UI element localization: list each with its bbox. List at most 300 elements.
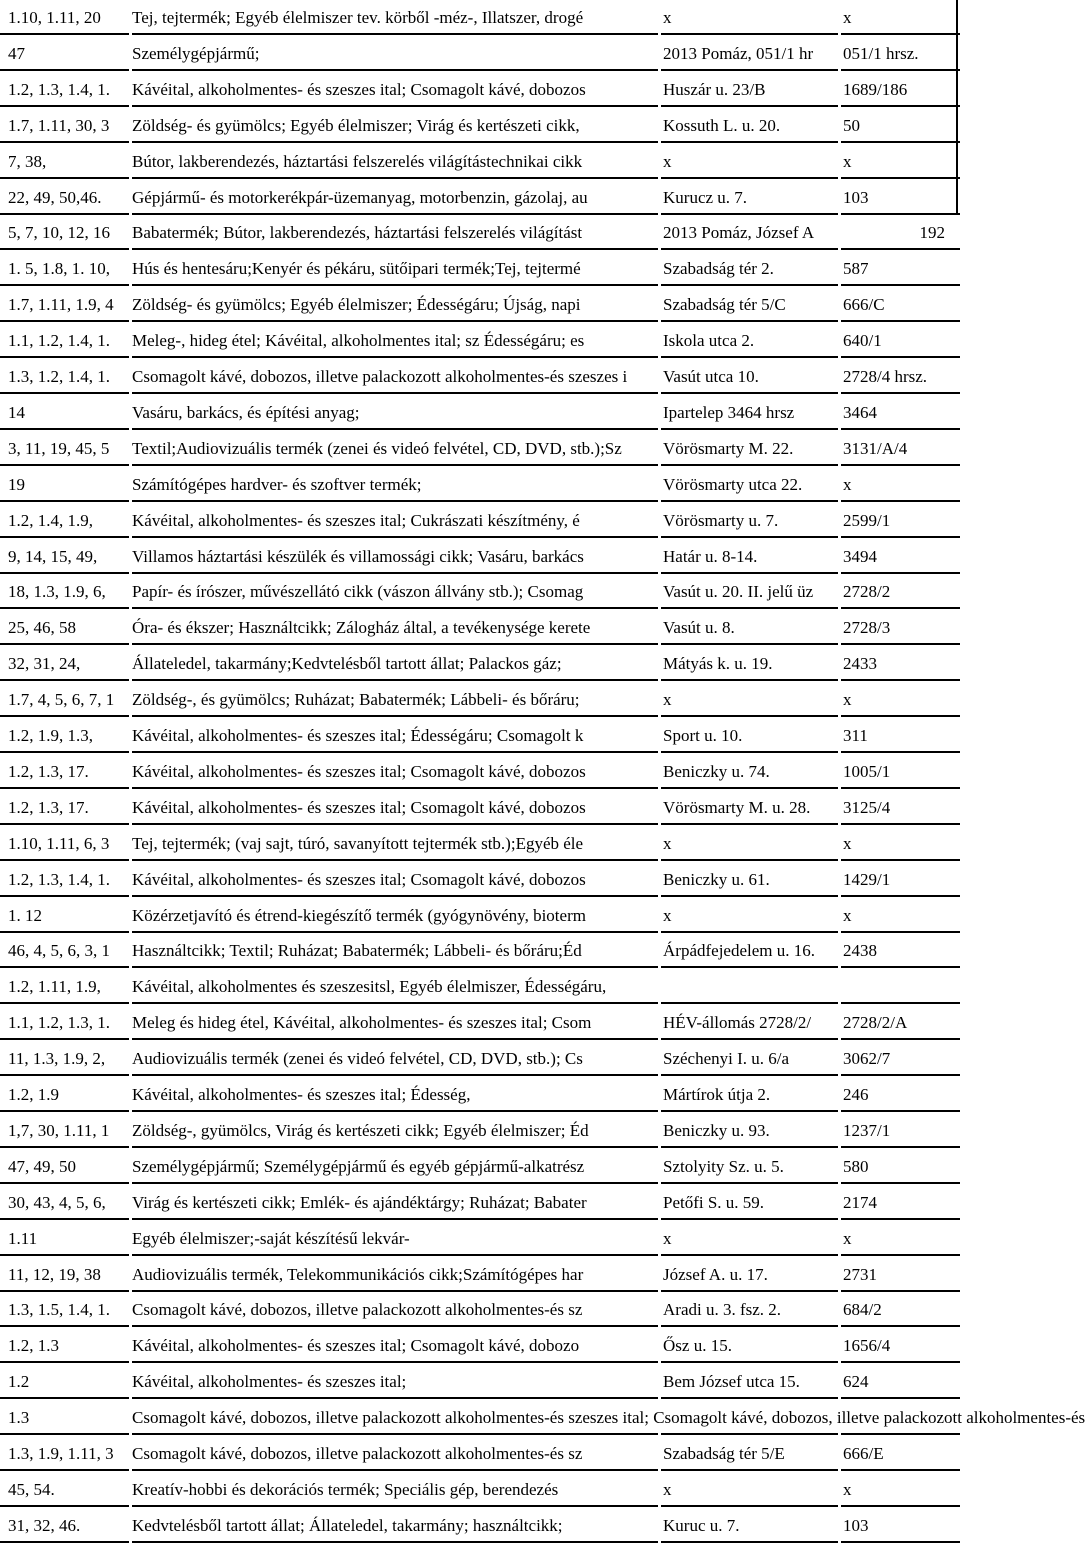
address-cell: Iskola utca 2.	[663, 331, 755, 350]
grid-gap	[658, 895, 661, 897]
products-cell: Zöldség-, gyümölcs, Virág és kertészeti cikk; Egyéb élelmiszer; Éd	[132, 1121, 589, 1140]
products-cell: Számítógépes hardver- és szoftver termék;	[132, 475, 422, 494]
parcel-cell: 2174	[843, 1193, 877, 1212]
address-cell: x	[663, 906, 672, 925]
address-cell: 2013 Pomáz, 051/1 hr	[663, 44, 814, 63]
grid-gap	[129, 966, 132, 968]
address-cell: Kuruc u. 7.	[663, 1516, 740, 1535]
grid-gap	[838, 428, 841, 430]
grid-gap	[838, 1469, 841, 1471]
products-cell: Bútor, lakberendezés, háztartási felszerelés világítástechnikai cikk	[132, 152, 583, 171]
grid-gap	[658, 1397, 661, 1399]
grid-gap	[838, 751, 841, 753]
parcel-cell: 2728/2/A	[843, 1013, 908, 1032]
codes-cell: 1.2, 1.3, 17.	[8, 798, 89, 817]
grid-gap	[129, 787, 132, 789]
table-row	[0, 431, 960, 466]
grid-gap	[129, 284, 132, 286]
grid-gap	[658, 320, 661, 322]
products-cell: Tej, tejtermék; (vaj sajt, túró, savanyított tejtermék stb.);Egyéb éle	[132, 834, 584, 853]
grid-gap	[129, 1146, 132, 1148]
grid-gap	[838, 1074, 841, 1076]
codes-cell: 14	[8, 403, 25, 422]
grid-gap	[658, 751, 661, 753]
table-row	[0, 1292, 960, 1327]
address-cell: x	[663, 1229, 672, 1248]
address-cell: x	[663, 1480, 672, 1499]
codes-cell: 47, 49, 50	[8, 1157, 76, 1176]
grid-gap	[658, 1110, 661, 1112]
table-row	[0, 1005, 960, 1040]
address-cell: Bem József utca 15.	[663, 1372, 800, 1391]
codes-cell: 46, 4, 5, 6, 3, 1	[8, 941, 110, 960]
parcel-cell	[843, 1400, 953, 1433]
codes-cell: 1. 12	[8, 906, 42, 925]
parcel-cell: 50	[843, 116, 860, 135]
grid-gap	[129, 643, 132, 645]
parcel-cell: 666/C	[843, 295, 885, 314]
grid-gap	[129, 500, 132, 502]
products-cell: Kávéital, alkoholmentes- és szeszes ital; Cukrászati készítmény, é	[132, 511, 580, 530]
grid-gap	[838, 787, 841, 789]
table-row	[0, 1185, 960, 1220]
table-row	[0, 969, 960, 1004]
grid-gap	[129, 392, 132, 394]
grid-gap	[129, 105, 132, 107]
grid-gap	[129, 1218, 132, 1220]
codes-cell: 22, 49, 50,46.	[8, 188, 102, 207]
grid-gap	[658, 1505, 661, 1507]
products-cell: Audiovizuális termék (zenei és videó felvétel, CD, DVD, stb.); Cs	[132, 1049, 583, 1068]
products-cell: Személygépjármű;	[132, 44, 260, 63]
codes-cell: 1.7, 1.11, 1.9, 4	[8, 295, 114, 314]
parcel-cell: 192	[919, 223, 945, 242]
grid-gap	[129, 177, 132, 179]
parcel-cell: 051/1 hrsz.	[843, 44, 919, 63]
products-cell: Zöldség- és gyümölcs; Egyéb élelmiszer; Virág és kertészeti cikk,	[132, 116, 580, 135]
grid-gap	[658, 1038, 661, 1040]
table-row	[0, 682, 960, 717]
grid-gap	[658, 966, 661, 968]
products-cell: Csomagolt kávé, dobozos, illetve palackozott alkoholmentes-és sz	[132, 1300, 583, 1319]
products-cell: Zöldség- és gyümölcs; Egyéb élelmiszer; Édességáru; Újság, napi	[132, 295, 581, 314]
codes-cell: 9, 14, 15, 49,	[8, 547, 98, 566]
grid-gap	[658, 69, 661, 71]
parcel-cell: 624	[843, 1372, 869, 1391]
products-cell: Gépjármű- és motorkerékpár-üzemanyag, motorbenzin, gázolaj, au	[132, 188, 588, 207]
parcel-cell: x	[843, 1229, 852, 1248]
grid-gap	[838, 1218, 841, 1220]
address-cell: Szabadság tér 5/E	[663, 1444, 785, 1463]
codes-cell: 1.3, 1.2, 1.4, 1.	[8, 367, 110, 386]
grid-gap	[658, 177, 661, 179]
address-cell: Vörösmarty utca 22.	[663, 475, 803, 494]
grid-gap	[658, 823, 661, 825]
codes-cell: 19	[8, 475, 25, 494]
grid-gap	[658, 1146, 661, 1148]
grid-gap	[838, 1002, 841, 1004]
address-cell: Mártírok útja 2.	[663, 1085, 771, 1104]
table-row	[0, 287, 960, 322]
grid-gap	[838, 966, 841, 968]
address-cell: Mátyás k. u. 19.	[663, 654, 773, 673]
products-cell: Hús és hentesáru;Kenyér és pékáru, sütőipari termék;Tej, tejtermé	[132, 259, 581, 278]
address-cell: Beniczky u. 93.	[663, 1121, 770, 1140]
table-row	[0, 1041, 960, 1076]
grid-gap	[658, 248, 661, 250]
parcel-cell: 666/E	[843, 1444, 884, 1463]
grid-gap	[129, 33, 132, 35]
table-row	[0, 215, 960, 250]
products-cell: Személygépjármű; Személygépjármű és egyéb gépjármű-alkatrész	[132, 1157, 585, 1176]
grid-gap	[838, 536, 841, 538]
table-row	[0, 1077, 960, 1112]
grid-gap	[658, 1361, 661, 1363]
grid-gap	[658, 1325, 661, 1327]
address-cell: Kurucz u. 7.	[663, 188, 748, 207]
parcel-cell: 2433	[843, 654, 877, 673]
table-row	[0, 251, 960, 286]
address-cell: Vörösmarty M. u. 28.	[663, 798, 811, 817]
address-cell: x	[663, 152, 672, 171]
parcel-cell: x	[843, 690, 852, 709]
address-cell: Szabadság tér 5/C	[663, 295, 786, 314]
codes-cell: 31, 32, 46.	[8, 1516, 81, 1535]
table-row	[0, 898, 960, 933]
grid-gap	[658, 1218, 661, 1220]
grid-gap	[129, 1038, 132, 1040]
address-cell	[663, 969, 838, 1002]
grid-gap	[658, 859, 661, 861]
address-cell: Vörösmarty u. 7.	[663, 511, 779, 530]
table-row	[0, 1149, 960, 1184]
products-cell: Textil;Audiovizuális termék (zenei és videó felvétel, CD, DVD, stb.);Sz	[132, 439, 622, 458]
parcel-cell: 684/2	[843, 1300, 882, 1319]
grid-gap	[129, 607, 132, 609]
codes-cell: 45, 54.	[8, 1480, 55, 1499]
products-cell: Tej, tejtermék; Egyéb élelmiszer tev. körből -méz-, Illatszer, drogé	[132, 8, 584, 27]
products-cell: Óra- és ékszer; Használtcikk; Zálogház által, a tevékenysége kerete	[132, 618, 591, 637]
table-row	[0, 826, 960, 861]
codes-cell: 1.3	[8, 1408, 30, 1427]
parcel-cell: 3464	[843, 403, 877, 422]
grid-gap	[129, 823, 132, 825]
grid-gap	[129, 1433, 132, 1435]
parcel-cell: 2731	[843, 1265, 877, 1284]
products-cell: Zöldség-, és gyümölcs; Ruházat; Babatermék; Lábbeli- és bőráru;	[132, 690, 580, 709]
products-cell: Kreatív-hobbi és dekorációs termék; Speciális gép, berendezés	[132, 1480, 559, 1499]
grid-gap	[838, 1541, 841, 1543]
table-row	[0, 1436, 960, 1471]
grid-gap	[658, 715, 661, 717]
grid-gap	[838, 1505, 841, 1507]
grid-gap	[129, 1541, 132, 1543]
grid-gap	[129, 141, 132, 143]
grid-gap	[129, 1325, 132, 1327]
parcel-cell: 580	[843, 1157, 869, 1176]
address-cell: Sztolyity Sz. u. 5.	[663, 1157, 784, 1176]
grid-gap	[129, 1361, 132, 1363]
grid-gap	[129, 1110, 132, 1112]
grid-gap	[838, 33, 841, 35]
grid-gap	[838, 679, 841, 681]
address-cell: Kossuth L. u. 20.	[663, 116, 781, 135]
grid-gap	[129, 1469, 132, 1471]
grid-gap	[658, 536, 661, 538]
address-cell: Ipartelep 3464 hrsz	[663, 403, 795, 422]
parcel-cell: 3131/A/4	[843, 439, 908, 458]
address-cell: József A. u. 17.	[663, 1265, 768, 1284]
grid-gap	[658, 679, 661, 681]
grid-gap	[658, 1074, 661, 1076]
parcel-cell: 640/1	[843, 331, 882, 350]
parcel-cell: 103	[843, 1516, 869, 1535]
address-cell: Beniczky u. 74.	[663, 762, 770, 781]
grid-gap	[658, 1541, 661, 1543]
products-cell: Csomagolt kávé, dobozos, illetve palackozott alkoholmentes-és sz	[132, 1444, 583, 1463]
table-row	[0, 144, 960, 179]
grid-gap	[129, 715, 132, 717]
address-cell: x	[663, 690, 672, 709]
grid-gap	[658, 392, 661, 394]
grid-gap	[838, 1433, 841, 1435]
products-cell: Virág és kertészeti cikk; Emlék- és ajándéktárgy; Ruházat; Babater	[132, 1193, 587, 1212]
grid-gap	[838, 643, 841, 645]
codes-cell: 1.1, 1.2, 1.3, 1.	[8, 1013, 110, 1032]
grid-gap	[658, 1002, 661, 1004]
grid-gap	[658, 787, 661, 789]
address-cell: x	[663, 834, 672, 853]
parcel-cell: x	[843, 8, 852, 27]
table-row	[0, 574, 960, 609]
products-cell: Kávéital, alkoholmentes- és szeszes ital; Csomagolt kávé, dobozo	[132, 1336, 580, 1355]
grid-gap	[658, 33, 661, 35]
address-cell: Határ u. 8-14.	[663, 547, 758, 566]
grid-gap	[129, 1505, 132, 1507]
products-cell: Állateledel, takarmány;Kedvtelésből tartott állat; Palackos gáz;	[132, 654, 562, 673]
grid-gap	[838, 320, 841, 322]
table-row	[0, 718, 960, 753]
address-cell: Ősz u. 15.	[663, 1336, 732, 1355]
codes-cell: 1.2, 1.3, 17.	[8, 762, 89, 781]
table-row	[0, 610, 960, 645]
parcel-cell: 3062/7	[843, 1049, 891, 1068]
codes-cell: 32, 31, 24,	[8, 654, 81, 673]
codes-cell: 30, 43, 4, 5, 6,	[8, 1193, 106, 1212]
grid-gap	[129, 428, 132, 430]
grid-gap	[838, 1110, 841, 1112]
parcel-cell: 2599/1	[843, 511, 891, 530]
codes-cell: 1.2, 1.9	[8, 1085, 59, 1104]
products-cell: Kávéital, alkoholmentes- és szeszes ital; Csomagolt kávé, dobozos	[132, 80, 586, 99]
codes-cell: 11, 1.3, 1.9, 2,	[8, 1049, 106, 1068]
codes-cell: 1.2, 1.4, 1.9,	[8, 511, 93, 530]
grid-gap	[838, 607, 841, 609]
codes-cell: 25, 46, 58	[8, 618, 76, 637]
parcel-cell: x	[843, 906, 852, 925]
parcel-cell: 2728/3	[843, 618, 891, 637]
codes-cell: 1.2, 1.3, 1.4, 1.	[8, 870, 110, 889]
products-cell: Kávéital, alkoholmentes- és szeszes ital; Édességáru; Csomagolt k	[132, 726, 584, 745]
address-cell: 2013 Pomáz, József A	[663, 223, 815, 242]
grid-gap	[838, 823, 841, 825]
grid-gap	[658, 464, 661, 466]
address-cell: Vörösmarty M. 22.	[663, 439, 794, 458]
table-row	[0, 323, 960, 358]
grid-gap	[129, 1182, 132, 1184]
codes-cell: 7, 38,	[8, 152, 47, 171]
table-row	[0, 646, 960, 681]
grid-gap	[658, 643, 661, 645]
grid-gap	[658, 141, 661, 143]
table-row	[0, 790, 960, 825]
products-cell: Kávéital, alkoholmentes- és szeszes ital; Csomagolt kávé, dobozos	[132, 798, 586, 817]
parcel-cell: 103	[843, 188, 869, 207]
codes-cell: 1.2, 1.11, 1.9,	[8, 977, 101, 996]
table-row	[0, 1364, 960, 1399]
products-cell: Meleg-, hideg étel; Kávéital, alkoholmentes ital; sz Édességáru; es	[132, 331, 585, 350]
grid-gap	[838, 141, 841, 143]
grid-gap	[838, 248, 841, 250]
products-cell: Vasáru, barkács, és építési anyag;	[132, 403, 360, 422]
parcel-cell: 2438	[843, 941, 877, 960]
address-cell	[663, 1400, 838, 1433]
products-cell: Közérzetjavító és étrend-kiegészítő termék (gyógynövény, bioterm	[132, 906, 586, 925]
grid-gap	[838, 1038, 841, 1040]
table-row	[0, 503, 960, 538]
codes-cell: 5, 7, 10, 12, 16	[8, 223, 110, 242]
table-row	[0, 1328, 960, 1363]
grid-gap	[129, 356, 132, 358]
address-cell: Vasút u. 20. II. jelű üz	[663, 582, 814, 601]
products-cell: Kávéital, alkoholmentes- és szeszes ital; Csomagolt kávé, dobozos	[132, 762, 586, 781]
parcel-cell: 1429/1	[843, 870, 891, 889]
grid-gap	[838, 500, 841, 502]
address-cell: Petőfi S. u. 59.	[663, 1193, 765, 1212]
parcel-cell: x	[843, 1480, 852, 1499]
parcel-cell: 1689/186	[843, 80, 908, 99]
table-row	[0, 180, 960, 215]
products-cell: Csomagolt kávé, dobozos, illetve palackozott alkoholmentes-és szeszes ital; Csomagolt kávé, dobozos, illetve palackozott alkoholmentes-és	[132, 1408, 1085, 1427]
grid-gap	[129, 895, 132, 897]
parcel-cell: x	[843, 475, 852, 494]
products-cell: Audiovizuális termék, Telekommunikációs cikk;Számítógépes har	[132, 1265, 584, 1284]
table-row	[0, 754, 960, 789]
parcel-cell: x	[843, 834, 852, 853]
table-row	[0, 1113, 960, 1148]
codes-cell: 47	[8, 44, 25, 63]
grid-gap	[838, 1397, 841, 1399]
address-cell: Sport u. 10.	[663, 726, 743, 745]
table-row	[0, 1472, 960, 1507]
parcel-cell: 1005/1	[843, 762, 891, 781]
grid-gap	[838, 1182, 841, 1184]
grid-gap	[838, 392, 841, 394]
grid-gap	[658, 428, 661, 430]
address-cell: Aradi u. 3. fsz. 2.	[663, 1300, 782, 1319]
grid-gap	[838, 715, 841, 717]
grid-gap	[838, 1325, 841, 1327]
table-row	[0, 36, 960, 71]
parcel-cell: 2728/2	[843, 582, 891, 601]
grid-gap	[838, 1361, 841, 1363]
parcel-cell: 3494	[843, 547, 877, 566]
grid-gap	[129, 1397, 132, 1399]
grid-gap	[129, 248, 132, 250]
table-row	[0, 0, 960, 35]
grid-gap	[838, 1254, 841, 1256]
products-cell: Kedvtelésből tartott állat; Állateledel, takarmány; használtcikk;	[132, 1516, 563, 1535]
codes-cell: 1.3, 1.9, 1.11, 3	[8, 1444, 114, 1463]
codes-cell: 3, 11, 19, 45, 5	[8, 439, 110, 458]
grid-gap	[129, 464, 132, 466]
codes-cell: 1.2, 1.3	[8, 1336, 59, 1355]
products-cell: Egyéb élelmiszer;-saját készítésű lekvár-	[132, 1229, 410, 1248]
address-cell: Árpádfejedelem u. 16.	[663, 941, 815, 960]
table-row	[0, 933, 960, 968]
products-cell: Kávéital, alkoholmentes és szeszesitsl, Egyéb élelmiszer, Édességáru,	[132, 977, 607, 996]
address-cell: Vasút u. 8.	[663, 618, 735, 637]
grid-gap	[658, 105, 661, 107]
codes-cell: 11, 12, 19, 38	[8, 1265, 101, 1284]
codes-cell: 1.7, 4, 5, 6, 7, 1	[8, 690, 115, 709]
table-row	[0, 539, 960, 574]
table-row	[0, 395, 960, 430]
grid-gap	[658, 1182, 661, 1184]
parcel-cell: x	[843, 152, 852, 171]
parcel-cell	[843, 969, 953, 1002]
products-cell: Babatermék; Bútor, lakberendezés, háztartási felszerelés világítást	[132, 223, 583, 242]
address-cell: x	[663, 8, 672, 27]
address-cell: Szabadság tér 2.	[663, 259, 774, 278]
table-row	[0, 862, 960, 897]
table-row	[0, 359, 960, 394]
products-cell: Használtcikk; Textil; Ruházat; Babatermék; Lábbeli- és bőráru;Éd	[132, 941, 582, 960]
grid-gap	[129, 1074, 132, 1076]
codes-cell: 1.2, 1.3, 1.4, 1.	[8, 80, 110, 99]
grid-gap	[838, 895, 841, 897]
table-row	[0, 467, 960, 502]
grid-gap	[838, 69, 841, 71]
address-cell: Huszár u. 23/B	[663, 80, 766, 99]
codes-cell: 1.10, 1.11, 20	[8, 8, 101, 27]
codes-cell: 1.3, 1.5, 1.4, 1.	[8, 1300, 110, 1319]
parcel-cell: 587	[843, 259, 869, 278]
parcel-cell: 246	[843, 1085, 869, 1104]
table-row	[0, 1508, 960, 1543]
codes-cell: 1. 5, 1.8, 1. 10,	[8, 259, 110, 278]
table-row	[0, 1400, 1085, 1435]
table-row	[0, 72, 960, 107]
grid-gap	[129, 859, 132, 861]
codes-cell: 1.2, 1.9, 1.3,	[8, 726, 93, 745]
products-cell: Csomagolt kávé, dobozos, illetve palackozott alkoholmentes-és szeszes i	[132, 367, 628, 386]
codes-cell: 18, 1.3, 1.9, 6,	[8, 582, 106, 601]
grid-gap	[658, 356, 661, 358]
products-cell: Villamos háztartási készülék és villamossági cikk; Vasáru, barkács	[132, 547, 584, 566]
address-cell: Széchenyi I. u. 6/a	[663, 1049, 790, 1068]
grid-gap	[129, 751, 132, 753]
grid-gap	[658, 284, 661, 286]
parcel-cell: 311	[843, 726, 868, 745]
address-cell: Vasút utca 10.	[663, 367, 759, 386]
codes-cell: 1,7, 30, 1.11, 1	[8, 1121, 110, 1140]
grid-gap	[838, 284, 841, 286]
grid-gap	[658, 1469, 661, 1471]
codes-cell: 1.1, 1.2, 1.4, 1.	[8, 331, 110, 350]
grid-gap	[838, 859, 841, 861]
address-cell: Beniczky u. 61.	[663, 870, 770, 889]
